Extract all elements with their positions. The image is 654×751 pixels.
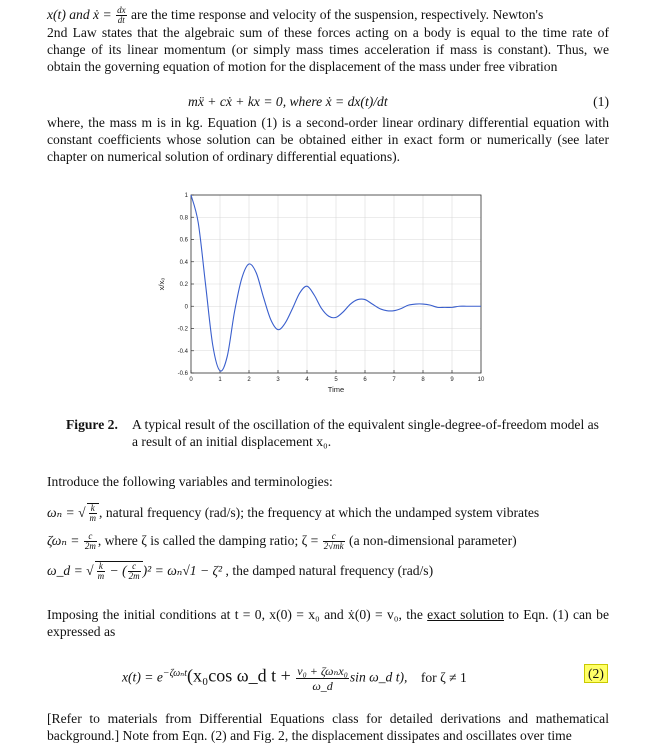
para3-b: to Eqn. (1) can be expressed as [47,607,609,639]
def-damped-frequency: ω_d = √ $\frac{k}{m}$ − ( $\frac{c}{2m}$ )² = ωₙ√1 − ζ² , the damped natural frequency (rad/s) [47,561,434,582]
x-axis-label: Time [327,385,345,394]
wd-num2: c [128,562,141,572]
caption-text: A typical result of the oscillation of the equivalent single-degree-of-freedom model as a result of an initial displacement x₀. [132,417,599,449]
zwn-text-b: (a non-dimensional parameter) [345,533,517,548]
x-tick-label: 1 [218,377,222,383]
y-tick-label: -0.2 [177,326,188,333]
wd-num1: k [97,562,106,572]
caption-label: Figure 2. [66,417,118,432]
y-tick-label: 0 [184,304,188,311]
zwn-den: 2m [84,541,96,552]
eq2-exp: −ζωₙt [162,668,187,680]
equation-1-text: mẍ + cẋ + kx = 0, where ẋ = dx(t)/dt [188,94,388,109]
wd-mid2: )² = ωₙ√1 − ζ² [142,563,223,578]
paragraph-4: [Refer to materials from Differential Equations class for detailed derivations and mathematical background.] Note from Eqn. (2) and Fig. 2, the displacement dissipates and oscillates over time [47,711,609,743]
intro-rest: 2nd Law states that the algebraic sum of these forces acting on a body is equal to the time rate of change of its linear momentum (or simply mass times acceleration if mass is constant). Thus, we obtain the governing equation of motion for the displacement of the mass under free vibration [47,25,609,74]
x-tick-label: 8 [421,377,425,383]
def-natural-frequency: ωₙ = √ $\frac{k}{m}$ , natural frequency (rad/s); the frequency at which the undamped system vibrates [47,503,540,524]
y-tick-label: -0.6 [177,371,188,377]
zwn-lhs: ζωₙ = [47,533,83,548]
zeta-num: c [323,532,345,542]
wd-den2: 2m [128,571,140,582]
para3-a: Imposing the initial conditions at t = 0, x(0) = x₀ and ẋ(0) = v₀, the [47,607,428,622]
intro-line1-b: are the time response and velocity of the suspension, respectively. Newton's [127,7,544,22]
x-tick-label: 10 [477,377,485,383]
wd-text: , the damped natural frequency (rad/s) [222,563,434,578]
x-tick-label: 9 [450,377,454,383]
y-axis-label: x/x₀ [157,277,166,291]
wd-den1: m [97,571,105,582]
equation-1 [0,93,654,111]
y-tick-label: 0.4 [179,259,188,266]
eq2-open: (x₀cos ω_d t + [187,665,296,686]
wn-lhs: ωₙ = [47,505,79,520]
figure-caption [66,416,606,450]
x-tick-label: 0 [189,377,193,383]
x-tick-label: 4 [305,377,309,383]
equation-2-number: (2) [584,664,608,683]
equation-2 [0,656,654,693]
intro-first-line [47,6,609,24]
y-tick-label: 1 [184,193,188,199]
eq2-frac-den: ω_d [312,679,333,693]
equation-1-number: (1) [593,94,609,109]
dxdt-fraction [116,6,127,25]
x-tick-label: 7 [392,377,396,383]
zwn-text-a: , where ζ is called the damping ratio; ζ = [97,533,322,548]
eq2-lhs: x(t) = e [122,669,163,685]
def-damping-ratio [47,532,627,554]
dxdt-den: dt [117,15,125,26]
paragraph-2: where, the mass m is in kg. Equation (1) is a second-order linear ordinary differential equation with constant coefficients whose solution can be obtained either in exact form or numerically (see later chapter on numerical solution of ordinary differential equations). [47,115,609,164]
intro-line1-a: x(t) and ẋ = [47,7,116,22]
zwn-num: c [84,532,97,542]
intro-paragraph [47,6,609,75]
eq2-frac-num: v₀ + ζωₙx₀ [297,664,348,678]
wd-mid: − ( [106,563,127,578]
x-tick-label: 6 [363,377,367,383]
x-tick-label: 3 [276,377,280,383]
chart-grid [191,195,481,373]
response-chart [150,185,490,400]
wn-num: k [89,504,98,514]
dxdt-num: dx [117,5,126,16]
y-tick-label: -0.4 [177,348,188,355]
paragraph-3 [47,606,609,640]
y-tick-label: 0.6 [179,237,188,244]
wn-den: m [89,513,97,524]
wn-text: , natural frequency (rad/s); the frequency at which the undamped system vibrates [99,505,540,520]
figure-2 [150,185,490,400]
y-tick-label: 0.8 [179,215,188,222]
y-tick-label: 0.2 [179,282,188,288]
x-tick-label: 5 [334,377,338,383]
x-tick-label: 2 [247,377,251,383]
eq2-close: sin ω_d t), [349,669,408,685]
exact-solution-text: exact solution [427,607,504,622]
wd-lhs: ω_d = [47,563,87,578]
equation-2-body [122,664,467,693]
eq2-condition: for ζ ≠ 1 [420,669,467,685]
zeta-den: 2√mk [323,541,344,552]
variables-intro: Introduce the following variables and terminologies: [47,474,333,489]
